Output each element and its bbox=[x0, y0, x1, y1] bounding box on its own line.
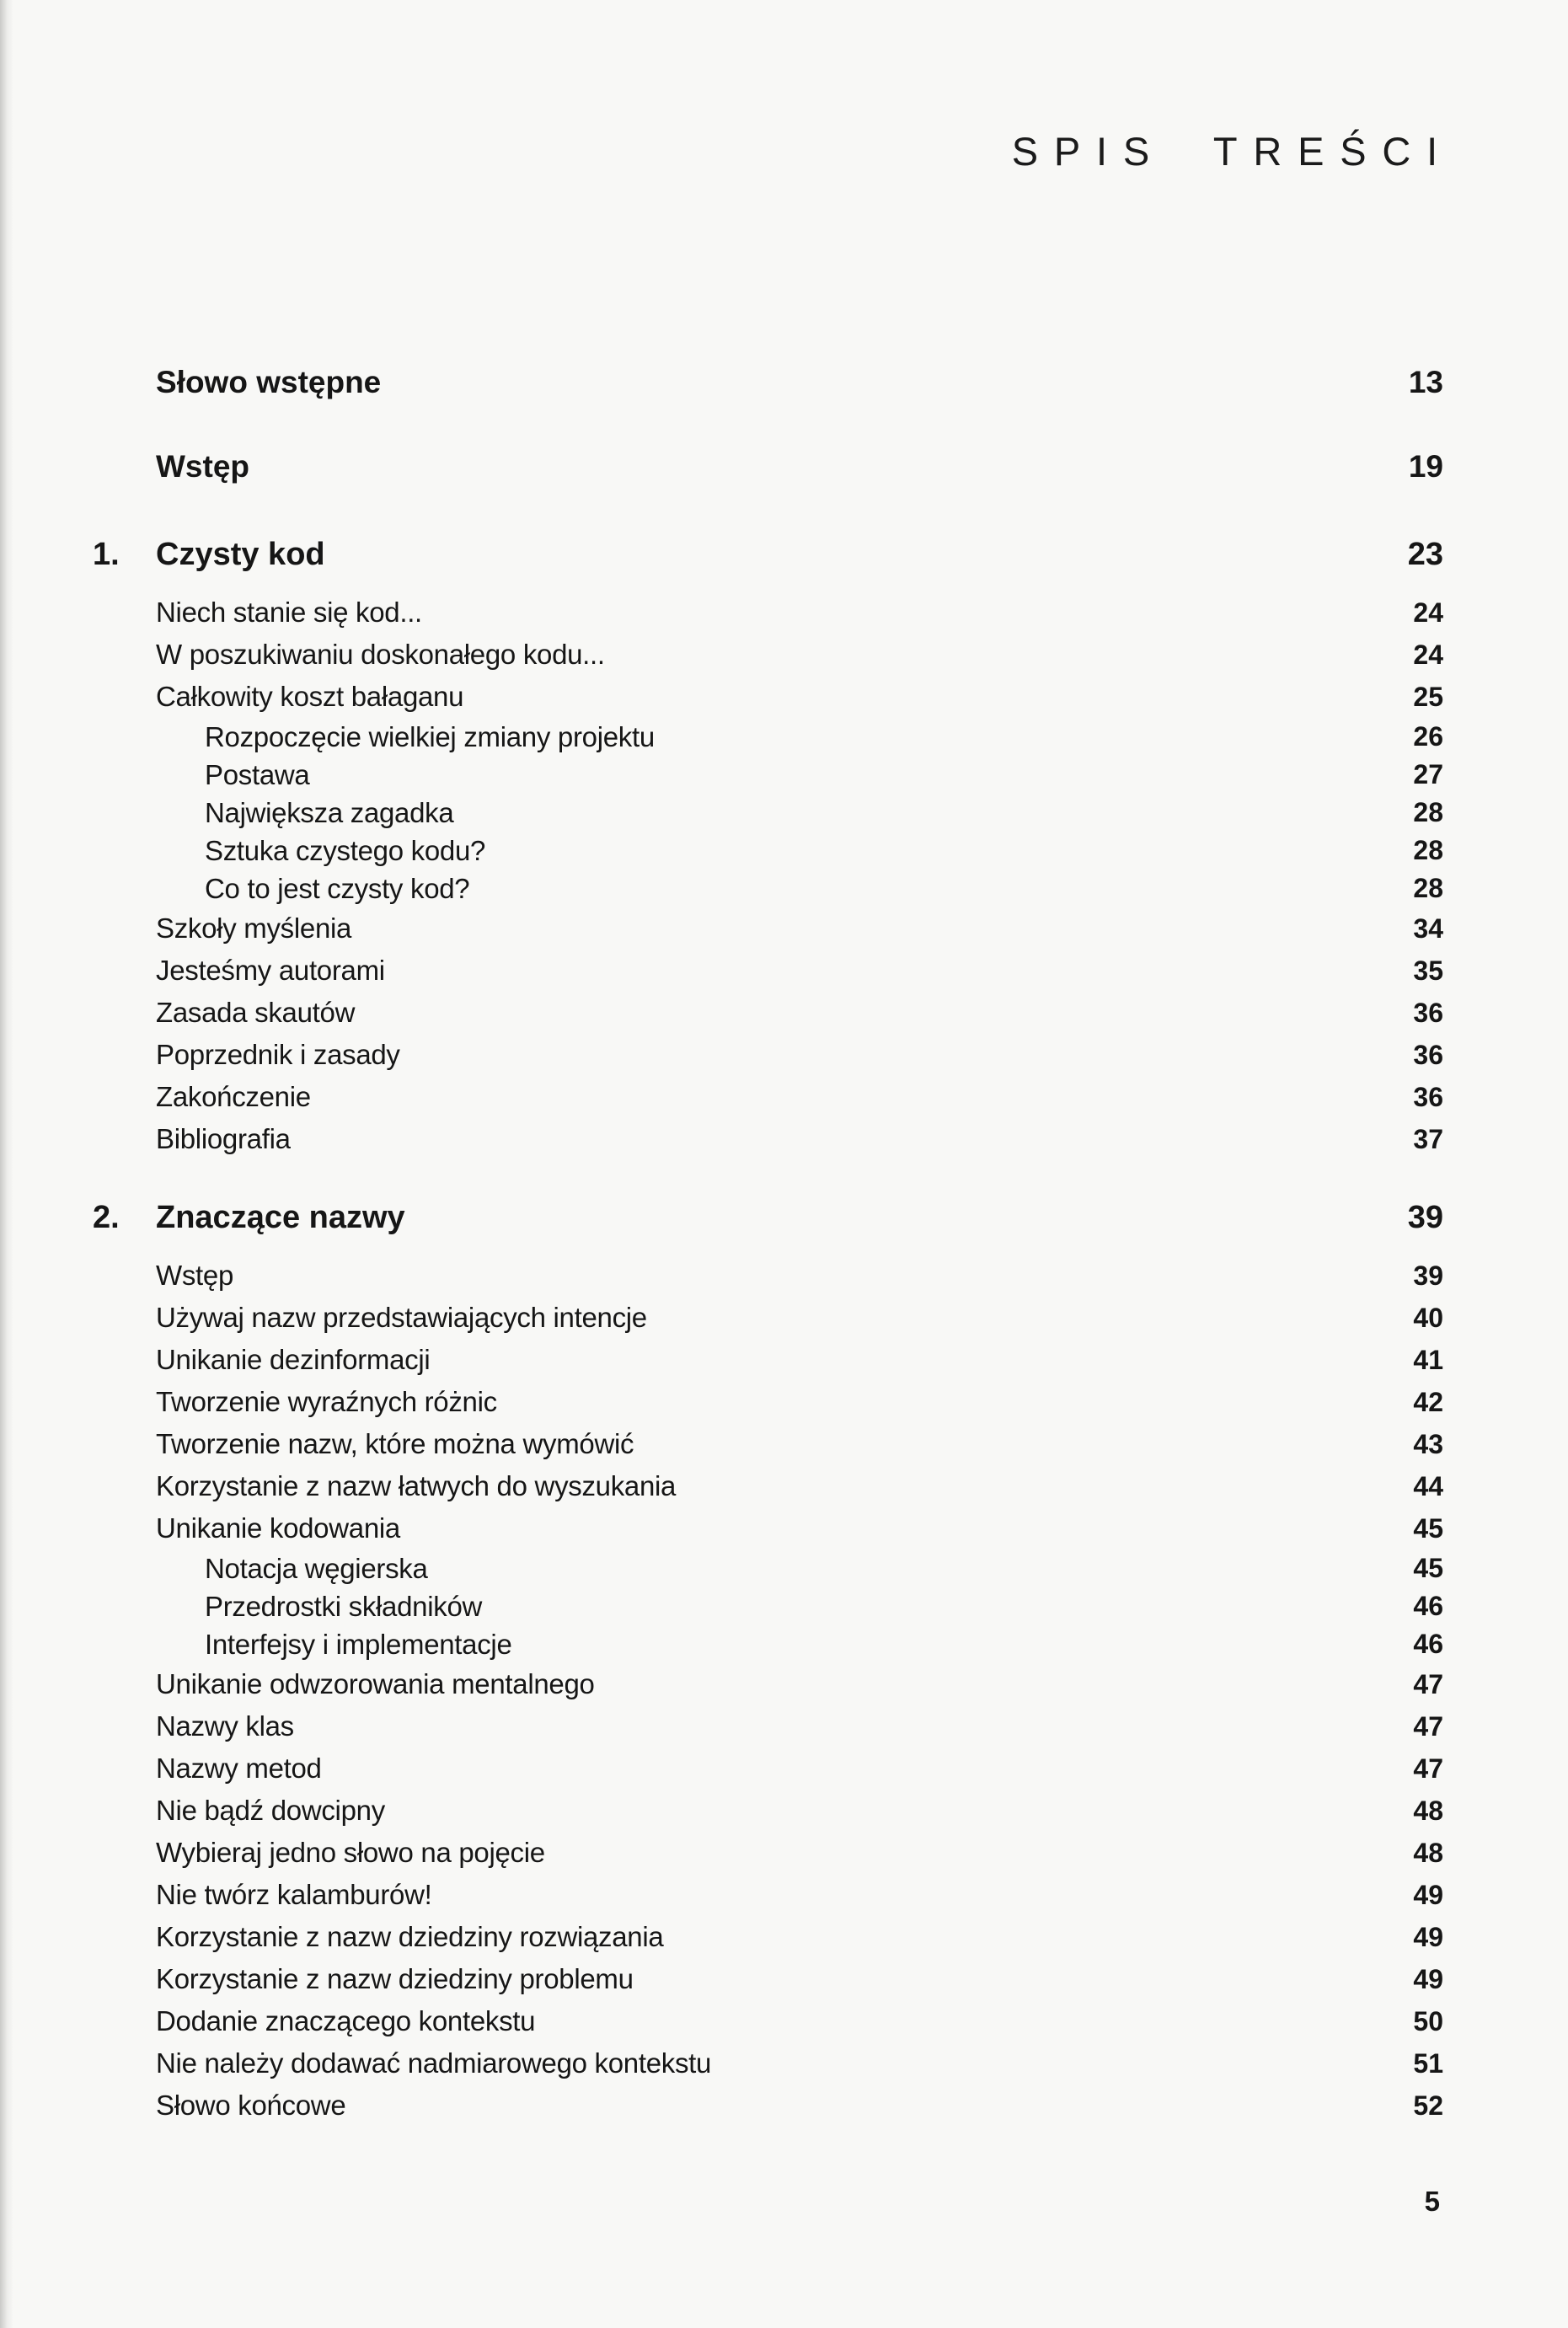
entry-label: Przedrostki składników bbox=[205, 1590, 483, 1622]
entry-label: Zakończenie bbox=[156, 1081, 311, 1112]
front-matter-row bbox=[93, 362, 1443, 403]
entry-label: Korzystanie z nazw dziedziny problemu bbox=[156, 1963, 634, 1994]
page-title: SPIS TREŚCI bbox=[1011, 129, 1453, 174]
entry-label: Całkowity koszt bałaganu bbox=[156, 681, 464, 712]
entry-page: 40 bbox=[1413, 1302, 1443, 1333]
entry-label: W poszukiwaniu doskonałego kodu... bbox=[156, 639, 605, 670]
toc-item-row bbox=[93, 1832, 1443, 1874]
toc-item-row bbox=[93, 1958, 1443, 2000]
entry-page: 37 bbox=[1413, 1123, 1443, 1154]
toc-item-row bbox=[93, 907, 1443, 950]
chapter-title: Czysty kod bbox=[156, 536, 325, 572]
toc-item-row bbox=[93, 1625, 1443, 1663]
entry-label: Unikanie kodowania bbox=[156, 1512, 400, 1544]
entry-label: Jesteśmy autorami bbox=[156, 955, 385, 986]
toc-item-row bbox=[93, 1465, 1443, 1507]
entry-label: Niech stanie się kod... bbox=[156, 597, 422, 628]
entry-page: 39 bbox=[1413, 1260, 1443, 1291]
toc-item-row bbox=[93, 992, 1443, 1034]
entry-label: Unikanie dezinformacji bbox=[156, 1344, 431, 1375]
entry-label: Wstęp bbox=[156, 1260, 234, 1291]
entry-label: Korzystanie z nazw dziedziny rozwiązania bbox=[156, 1921, 664, 1952]
entry-label: Wstęp bbox=[156, 449, 249, 484]
scan-gutter-shadow bbox=[0, 0, 13, 2328]
entry-label: Postawa bbox=[205, 758, 310, 790]
toc-item-row bbox=[93, 1705, 1443, 1747]
toc-item-row bbox=[93, 2084, 1443, 2127]
toc-item-row bbox=[93, 2000, 1443, 2042]
toc-item-row bbox=[93, 794, 1443, 832]
entry-page: 28 bbox=[1413, 873, 1443, 903]
chapter-title: Znaczące nazwy bbox=[156, 1199, 405, 1235]
entry-label: Nie należy dodawać nadmiarowego kontekstu bbox=[156, 2047, 712, 2079]
entry-page: 45 bbox=[1413, 1512, 1443, 1544]
entry-label: Nie bądź dowcipny bbox=[156, 1795, 385, 1826]
entry-label: Tworzenie nazw, które można wymówić bbox=[156, 1428, 634, 1459]
toc-item-row bbox=[93, 1118, 1443, 1160]
footer-page-number: 5 bbox=[1424, 2186, 1440, 2217]
toc-item-row bbox=[93, 1790, 1443, 1832]
entry-label: Co to jest czysty kod? bbox=[205, 872, 470, 904]
entry-label: Dodanie znaczącego kontekstu bbox=[156, 2005, 536, 2036]
chapter-row bbox=[93, 1194, 1443, 1241]
toc-content bbox=[93, 362, 1443, 2127]
entry-label: Bibliografia bbox=[156, 1123, 291, 1154]
toc-item-row bbox=[93, 2042, 1443, 2084]
toc-item-row bbox=[93, 1255, 1443, 1297]
entry-page: 46 bbox=[1413, 1591, 1443, 1621]
entry-label: Zasada skautów bbox=[156, 997, 356, 1028]
entry-page: 49 bbox=[1413, 1921, 1443, 1952]
entry-label: Poprzednik i zasady bbox=[156, 1039, 400, 1070]
entry-page: 42 bbox=[1413, 1386, 1443, 1417]
toc-item-row bbox=[93, 1381, 1443, 1423]
toc-item-row bbox=[93, 1874, 1443, 1916]
toc-item-row bbox=[93, 756, 1443, 794]
entry-page: 36 bbox=[1413, 997, 1443, 1028]
entry-label: Wybieraj jedno słowo na pojęcie bbox=[156, 1837, 545, 1868]
entry-page: 50 bbox=[1413, 2005, 1443, 2036]
entry-page: 25 bbox=[1413, 681, 1443, 712]
entry-page: 39 bbox=[1407, 1199, 1443, 1235]
entry-label: Sztuka czystego kodu? bbox=[205, 834, 486, 866]
toc-item-row bbox=[93, 634, 1443, 676]
chapter-row bbox=[93, 531, 1443, 578]
entry-label: Korzystanie z nazw łatwych do wyszukania bbox=[156, 1470, 677, 1501]
toc-item-row bbox=[93, 950, 1443, 992]
toc-item-row bbox=[93, 1663, 1443, 1705]
entry-label: Nazwy klas bbox=[156, 1710, 294, 1742]
chapter-number: 1. bbox=[93, 536, 120, 572]
entry-page: 36 bbox=[1413, 1039, 1443, 1070]
entry-page: 24 bbox=[1413, 597, 1443, 628]
entry-label: Największa zagadka bbox=[205, 796, 454, 828]
toc-item-row bbox=[93, 1549, 1443, 1587]
entry-label: Rozpoczęcie wielkiej zmiany projektu bbox=[205, 720, 655, 752]
toc-item-row bbox=[93, 832, 1443, 870]
entry-page: 48 bbox=[1413, 1795, 1443, 1826]
entry-page: 49 bbox=[1413, 1879, 1443, 1910]
entry-label: Nie twórz kalamburów! bbox=[156, 1879, 432, 1910]
entry-page: 52 bbox=[1413, 2090, 1443, 2121]
chapter-number: 2. bbox=[93, 1199, 120, 1235]
toc-item-row bbox=[93, 591, 1443, 634]
entry-page: 23 bbox=[1407, 536, 1443, 572]
toc-item-row bbox=[93, 870, 1443, 907]
toc-item-row bbox=[93, 1339, 1443, 1381]
entry-page: 51 bbox=[1413, 2047, 1443, 2079]
entry-label: Słowo wstępne bbox=[156, 365, 382, 399]
entry-label: Szkoły myślenia bbox=[156, 912, 352, 944]
front-matter-row bbox=[93, 447, 1443, 487]
entry-page: 49 bbox=[1413, 1963, 1443, 1994]
entry-page: 27 bbox=[1413, 759, 1443, 789]
entry-page: 24 bbox=[1413, 639, 1443, 670]
toc-item-row bbox=[93, 718, 1443, 756]
entry-page: 48 bbox=[1413, 1837, 1443, 1868]
entry-page: 47 bbox=[1413, 1668, 1443, 1699]
entry-label: Tworzenie wyraźnych różnic bbox=[156, 1386, 497, 1417]
entry-page: 28 bbox=[1413, 797, 1443, 827]
entry-page: 43 bbox=[1413, 1428, 1443, 1459]
entry-page: 28 bbox=[1413, 835, 1443, 865]
entry-page: 36 bbox=[1413, 1081, 1443, 1112]
toc-item-row bbox=[93, 1747, 1443, 1790]
entry-page: 34 bbox=[1413, 912, 1443, 944]
toc-item-row bbox=[93, 1076, 1443, 1118]
toc-item-row bbox=[93, 1916, 1443, 1958]
toc-item-row bbox=[93, 676, 1443, 718]
entry-page: 45 bbox=[1413, 1553, 1443, 1583]
entry-page: 19 bbox=[1408, 449, 1443, 484]
entry-page: 13 bbox=[1408, 365, 1443, 399]
entry-page: 47 bbox=[1413, 1710, 1443, 1742]
entry-page: 46 bbox=[1413, 1629, 1443, 1659]
entry-label: Nazwy metod bbox=[156, 1753, 322, 1784]
toc-item-row bbox=[93, 1587, 1443, 1625]
entry-page: 41 bbox=[1413, 1344, 1443, 1375]
entry-label: Unikanie odwzorowania mentalnego bbox=[156, 1668, 595, 1699]
entry-label: Używaj nazw przedstawiających intencje bbox=[156, 1302, 647, 1333]
entry-label: Słowo końcowe bbox=[156, 2090, 346, 2121]
entry-page: 26 bbox=[1413, 721, 1443, 752]
toc-item-row bbox=[93, 1423, 1443, 1465]
toc-item-row bbox=[93, 1034, 1443, 1076]
entry-page: 44 bbox=[1413, 1470, 1443, 1501]
entry-page: 35 bbox=[1413, 955, 1443, 986]
entry-label: Notacja węgierska bbox=[205, 1552, 428, 1584]
entry-label: Interfejsy i implementacje bbox=[205, 1628, 512, 1660]
entry-page: 47 bbox=[1413, 1753, 1443, 1784]
toc-item-row bbox=[93, 1507, 1443, 1549]
toc-item-row bbox=[93, 1297, 1443, 1339]
